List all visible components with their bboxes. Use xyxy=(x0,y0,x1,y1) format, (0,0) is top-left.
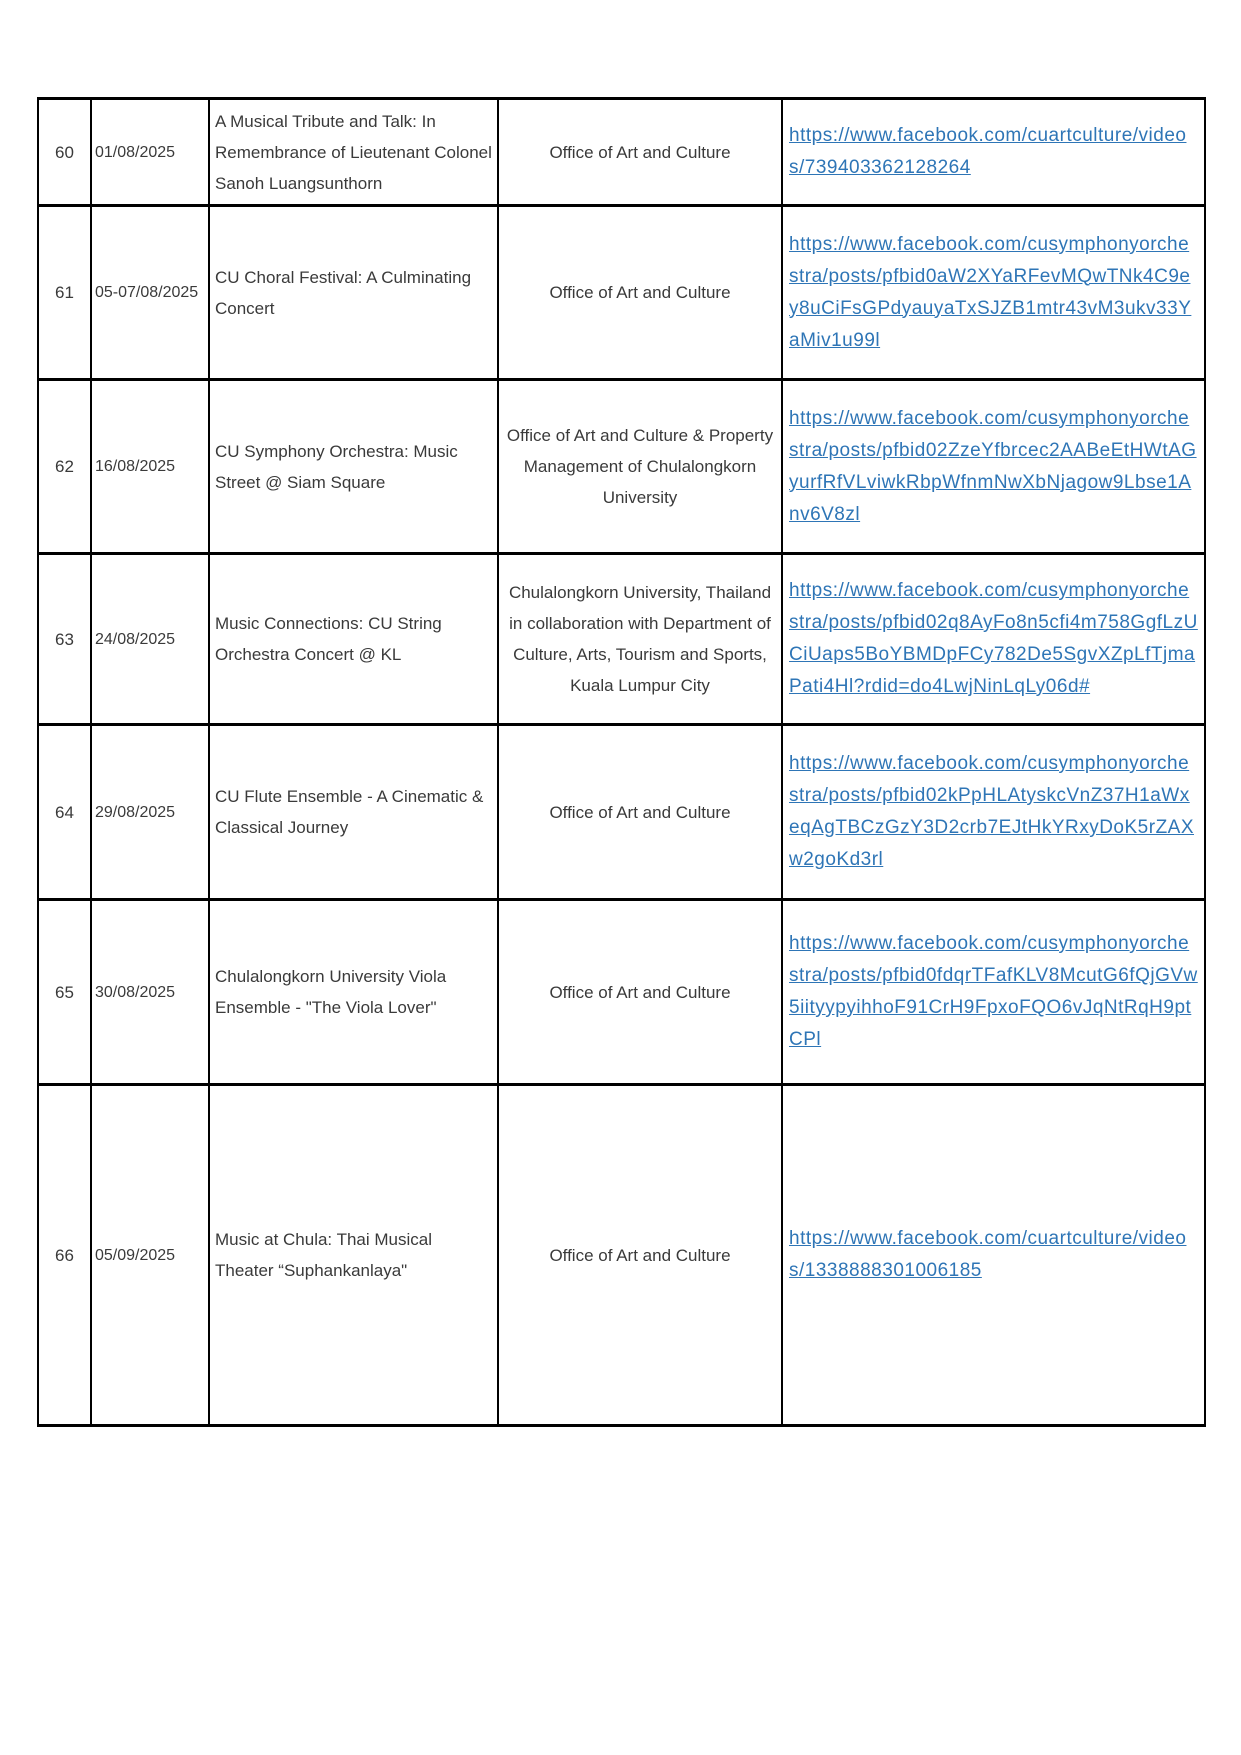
event-link-cell xyxy=(782,725,1205,900)
event-link-cell xyxy=(782,206,1205,380)
event-link-cell xyxy=(782,1085,1205,1426)
event-link[interactable]: https://www.facebook.com/cusymphonyorchestra/posts/pfbid02kPpHLAtyskcVnZ37H1aWxeqAgTBCzGzY3D2crb7EJtHkYRxyDoK5rZAXw2goKd3rl xyxy=(789,753,1195,870)
row-number-cell: 60 xyxy=(38,99,91,206)
organizer-cell: Office of Art and Culture xyxy=(498,206,782,380)
table-row xyxy=(38,206,1205,380)
event-name-cell: Music at Chula: Thai Musical Theater “Suphankanlaya" xyxy=(209,1085,498,1426)
event-link-cell xyxy=(782,554,1205,725)
event-name-cell: A Musical Tribute and Talk: In Remembrance of Lieutenant Colonel Sanoh Luangsunthorn xyxy=(209,99,498,206)
event-date-cell: 16/08/2025 xyxy=(91,380,209,554)
events-table xyxy=(37,97,1206,1427)
event-date-cell: 05-07/08/2025 xyxy=(91,206,209,380)
organizer-cell: Office of Art and Culture xyxy=(498,99,782,206)
event-link-cell xyxy=(782,380,1205,554)
row-number-cell: 66 xyxy=(38,1085,91,1426)
table-row xyxy=(38,900,1205,1085)
organizer-cell: Office of Art and Culture xyxy=(498,900,782,1085)
organizer-cell: Chulalongkorn University, Thailand in collaboration with Department of Culture, Arts, Tourism and Sports, Kuala Lumpur City xyxy=(498,554,782,725)
event-link[interactable]: https://www.facebook.com/cusymphonyorchestra/posts/pfbid02q8AyFo8n5cfi4m758GgfLzUCiUaps5BoYBMDpFCy782De5SgvXZpLfTjmaPati4Hl?rdid=do4LwjNinLqLy06d# xyxy=(789,580,1198,697)
event-name-cell: CU Flute Ensemble - A Cinematic & Classical Journey xyxy=(209,725,498,900)
row-number-cell: 61 xyxy=(38,206,91,380)
event-link[interactable]: https://www.facebook.com/cusymphonyorchestra/posts/pfbid0aW2XYaRFevMQwTNk4C9ey8uCiFsGPdyauyaTxSJZB1mtr43vM3ukv33YaMiv1u99l xyxy=(789,233,1192,351)
event-link[interactable]: https://www.facebook.com/cuartculture/videos/1338888301006185 xyxy=(789,1228,1187,1281)
table-row xyxy=(38,99,1205,206)
table-row xyxy=(38,380,1205,554)
event-link-cell xyxy=(782,900,1205,1085)
event-link[interactable]: https://www.facebook.com/cusymphonyorchestra/posts/pfbid0fdqrTFafKLV8McutG6fQjGVw5iityypyihhoF91CrH9FpxoFQO6vJqNtRqH9ptCPl xyxy=(789,933,1198,1050)
event-date-cell: 29/08/2025 xyxy=(91,725,209,900)
event-name-cell: CU Symphony Orchestra: Music Street @ Siam Square xyxy=(209,380,498,554)
organizer-cell: Office of Art and Culture xyxy=(498,1085,782,1426)
table-row xyxy=(38,725,1205,900)
row-number-cell: 62 xyxy=(38,380,91,554)
table-row xyxy=(38,1085,1205,1426)
event-name-cell: Chulalongkorn University Viola Ensemble - "The Viola Lover" xyxy=(209,900,498,1085)
event-link-cell xyxy=(782,99,1205,206)
event-date-cell: 01/08/2025 xyxy=(91,99,209,206)
event-date-cell: 24/08/2025 xyxy=(91,554,209,725)
table-row xyxy=(38,554,1205,725)
event-date-cell: 05/09/2025 xyxy=(91,1085,209,1426)
events-tbody xyxy=(38,99,1205,1426)
event-name-cell: CU Choral Festival: A Culminating Concert xyxy=(209,206,498,380)
organizer-cell: Office of Art and Culture & Property Management of Chulalongkorn University xyxy=(498,380,782,554)
event-link[interactable]: https://www.facebook.com/cuartculture/videos/739403362128264 xyxy=(789,125,1187,178)
row-number-cell: 64 xyxy=(38,725,91,900)
row-number-cell: 63 xyxy=(38,554,91,725)
event-date-cell: 30/08/2025 xyxy=(91,900,209,1085)
event-name-cell: Music Connections: CU String Orchestra Concert @ KL xyxy=(209,554,498,725)
row-number-cell: 65 xyxy=(38,900,91,1085)
event-link[interactable]: https://www.facebook.com/cusymphonyorchestra/posts/pfbid02ZzeYfbrcec2AABeEtHWtAGyurfRfVLviwkRbpWfnmNwXbNjagow9Lbse1Anv6V8zl xyxy=(789,407,1197,525)
organizer-cell: Office of Art and Culture xyxy=(498,725,782,900)
